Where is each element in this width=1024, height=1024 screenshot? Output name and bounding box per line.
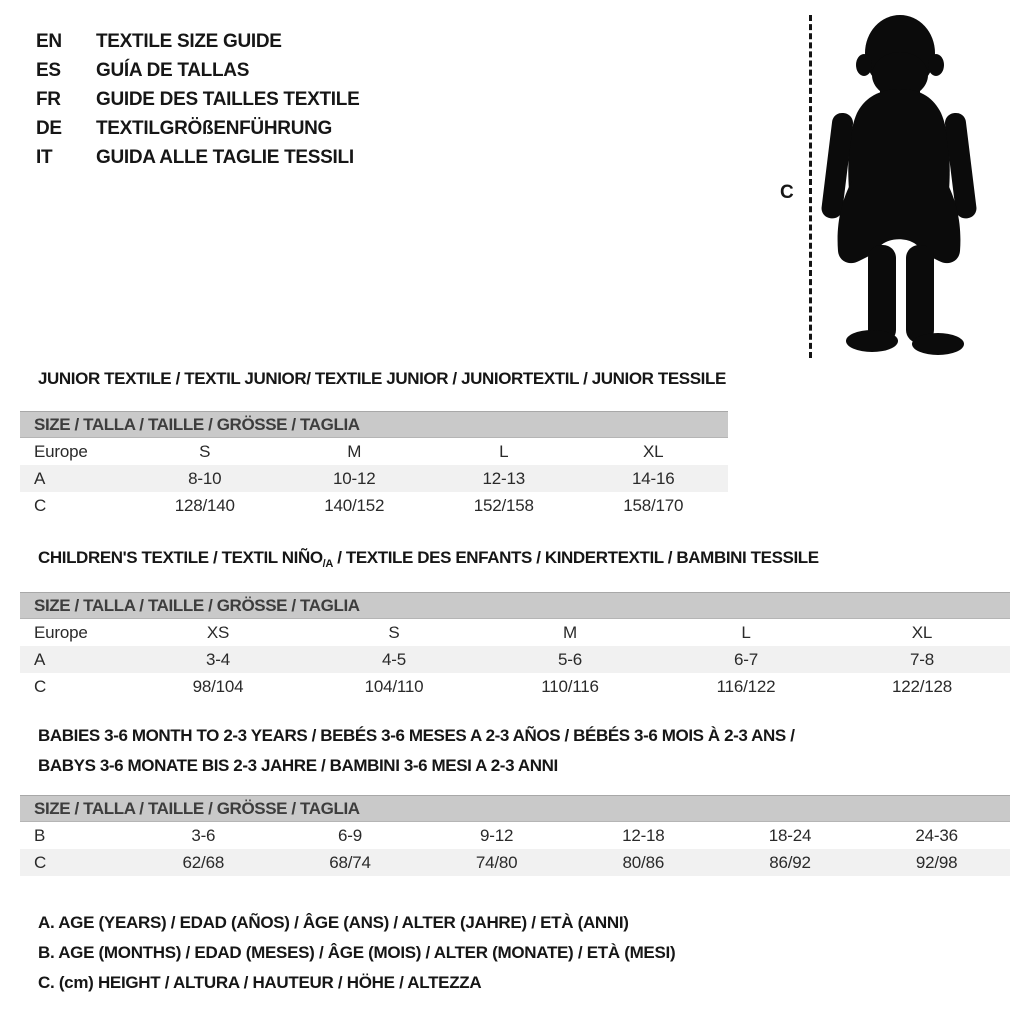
list-item — [36, 143, 359, 172]
size-cell: 7-8 — [910, 649, 934, 669]
legend-line-a: A. AGE (YEARS) / EDAD (AÑOS) / ÂGE (ANS) / ALTER (JAHRE) / ETÀ (ANNI) — [38, 913, 629, 932]
size-cell: 80/86 — [622, 852, 665, 872]
section-title-junior: JUNIOR TEXTILE / TEXTIL JUNIOR/ TEXTILE JUNIOR / JUNIORTEXTIL / JUNIOR TESSILE — [38, 369, 726, 388]
size-cell: M — [563, 622, 577, 642]
toddler-silhouette-icon — [820, 13, 978, 355]
size-cell: L — [741, 622, 751, 642]
size-header-bar: SIZE / TALLA / TAILLE / GRÖSSE / TAGLIA — [20, 411, 728, 438]
table-row — [20, 673, 1010, 700]
size-cell: 140/152 — [324, 495, 385, 515]
row-label: B — [34, 825, 46, 845]
table-row — [20, 822, 1010, 849]
size-cell: 9-12 — [480, 825, 514, 845]
legend-line-b: B. AGE (MONTHS) / EDAD (MESES) / ÂGE (MOIS) / ALTER (MONATE) / ETÀ (MESI) — [38, 943, 676, 962]
size-cell: 86/92 — [769, 852, 811, 872]
babies-size-table — [20, 795, 1010, 876]
section-title-part: CHILDREN'S TEXTILE / TEXTIL NIÑO — [38, 548, 323, 567]
list-item — [36, 27, 359, 56]
row-label: C — [34, 852, 47, 872]
size-cell: 6-7 — [734, 649, 758, 669]
size-cell: 18-24 — [768, 825, 812, 845]
row-label: Europe — [34, 622, 88, 642]
list-item — [36, 85, 359, 114]
table-row — [20, 492, 728, 519]
row-label: C — [34, 495, 47, 515]
language-code: EN — [36, 30, 62, 52]
table-row — [20, 619, 1010, 646]
dashed-height-line — [809, 15, 812, 358]
table-row — [20, 465, 728, 492]
size-cell: 14-16 — [632, 468, 675, 488]
size-cell: XL — [643, 441, 664, 461]
height-measure-figure — [770, 0, 1000, 380]
language-code: ES — [36, 59, 61, 81]
size-cell: 92/98 — [915, 852, 958, 872]
size-cell: 3-6 — [191, 825, 216, 845]
size-header-bar: SIZE / TALLA / TAILLE / GRÖSSE / TAGLIA — [20, 795, 1010, 822]
children-size-table — [20, 592, 1010, 700]
size-cell: 158/170 — [623, 495, 684, 515]
guide-title: GUÍA DE TALLAS — [96, 59, 250, 81]
table-row — [20, 849, 1010, 876]
size-cell: 128/140 — [174, 495, 235, 515]
table-row — [20, 646, 1010, 673]
size-cell: 12-18 — [622, 825, 665, 845]
size-cell: 10-12 — [333, 468, 376, 488]
size-cell: S — [388, 622, 400, 642]
guide-title: GUIDE DES TAILLES TEXTILE — [96, 88, 360, 110]
size-cell: M — [347, 441, 362, 461]
size-cell: 104/110 — [364, 676, 424, 696]
size-cell: 12-13 — [482, 468, 525, 488]
section-title-children — [38, 548, 819, 570]
size-cell: L — [499, 441, 509, 461]
section-title-part: / TEXTILE DES ENFANTS / KINDERTEXTIL / BAMBINI TESSILE — [332, 548, 819, 567]
size-cell: 68/74 — [329, 852, 371, 872]
size-cell: 74/80 — [475, 852, 518, 872]
size-cell: 122/128 — [891, 676, 953, 696]
size-cell: 6-9 — [338, 825, 362, 845]
section-title-babies-line1: BABIES 3-6 MONTH TO 2-3 YEARS / BEBÉS 3-6 MESES A 2-3 AÑOS / BÉBÉS 3-6 MOIS À 2-3 ANS / — [38, 726, 795, 745]
row-label: C — [34, 676, 47, 696]
list-item — [36, 114, 359, 143]
measure-legend — [38, 908, 675, 998]
language-code: FR — [36, 88, 61, 110]
language-code: IT — [36, 146, 53, 168]
size-cell: 5-6 — [558, 649, 582, 669]
section-title-subscript: /A — [322, 558, 333, 570]
size-cell: 8-10 — [188, 468, 222, 488]
legend-line-c: C. (cm) HEIGHT / ALTURA / HAUTEUR / HÖHE / ALTEZZA — [38, 973, 482, 992]
junior-size-table — [20, 411, 728, 519]
size-cell: 152/158 — [473, 495, 534, 515]
size-cell: XS — [206, 622, 230, 642]
size-cell: 116/122 — [716, 676, 776, 696]
guide-title: TEXTILE SIZE GUIDE — [96, 30, 282, 52]
size-cell: XL — [911, 622, 933, 642]
language-title-list — [36, 27, 359, 172]
size-cell: 110/116 — [541, 676, 599, 696]
table-row — [20, 438, 728, 465]
size-cell: S — [199, 441, 211, 461]
size-cell: 62/68 — [182, 852, 225, 872]
language-code: DE — [36, 117, 62, 139]
list-item — [36, 56, 359, 85]
guide-title: GUIDA ALLE TAGLIE TESSILI — [96, 146, 354, 168]
row-label: A — [34, 649, 46, 669]
size-cell: 24-36 — [915, 825, 958, 845]
size-cell: 3-4 — [206, 649, 230, 669]
size-header-bar: SIZE / TALLA / TAILLE / GRÖSSE / TAGLIA — [20, 592, 1010, 619]
size-cell: 98/104 — [192, 676, 244, 696]
section-title-babies-line2: BABYS 3-6 MONATE BIS 2-3 JAHRE / BAMBINI 3-6 MESI A 2-3 ANNI — [38, 756, 558, 775]
height-measure-label: C — [780, 182, 794, 203]
size-cell: 4-5 — [382, 649, 406, 669]
guide-title: TEXTILGRÖßENFÜHRUNG — [96, 117, 333, 139]
row-label: A — [34, 468, 46, 488]
row-label: Europe — [34, 441, 88, 461]
